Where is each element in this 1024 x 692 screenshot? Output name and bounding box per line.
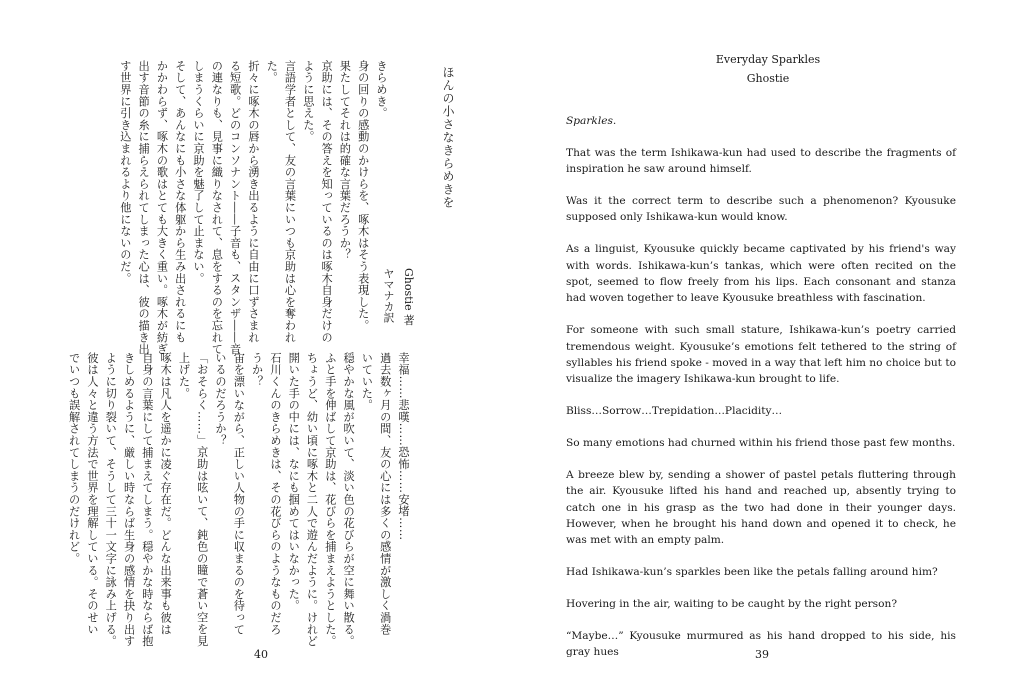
japanese-line: ように切り裂いて、そうして三十一文字に詠み上げる。 (104, 352, 118, 647)
japanese-line: 幸福……悲嘆……恐怖……安堵…… (397, 352, 410, 541)
paragraph: Bliss…Sorrow…Trepidation…Placidity… (566, 405, 783, 418)
paragraph: As a linguist, Kyousuke quickly became captivated by his friend's way with words. Ishikawa-kun’s tankas, which were often recited on the spot, seemed to flow freely from his lips. Each consonant and stanza had woven together to leave Kyousuke breathless with fascination. (566, 243, 956, 305)
japanese-line: 京助には、その答えを知っているのは啄木自身だけの (320, 60, 334, 344)
paragraph: “Maybe…” Kyousuke murmured as his hand dropped to his side, his gray hues (566, 629, 956, 659)
english-author: Ghostie (746, 72, 790, 85)
paragraph: For someone with such small stature, Ishikawa-kun’s poetry carried tremendous weight. Kyousuke’s emotions felt tethered to the string of syllables his friend spoke - moved in a way that left him no choice but to visualize the imagery Ishikawa-kun brought to life. (566, 324, 956, 386)
japanese-line: 果たしてそれは的確な言葉だろうか？ (338, 60, 352, 261)
japanese-line: 穏やかな風が吹いて、淡い色の花びらが空に舞い散る。 (342, 352, 356, 647)
japanese-title: ほんの小さなきらめきを (441, 66, 455, 209)
japanese-line: 出す音節の糸に捕らえられてしまった心は、彼の描き出 (137, 60, 151, 355)
japanese-line: きしめるように、厳しい時ならば生身の感情を抉り出す (122, 352, 136, 647)
paragraph: Sparkles. (566, 115, 617, 127)
japanese-line: いていた。 (360, 352, 374, 411)
japanese-line: そして、あんなにも小さな体躯から生み出されるにも (173, 60, 187, 344)
japanese-line: ふと手を伸ばして京助は、花びらを捕まえようとした。 (323, 352, 337, 647)
japanese-line: 「おそらく……」京助は呟いて、鈍色の瞳で蒼い空を見 (195, 352, 209, 647)
japanese-line: かかわらず、啄木の歌はとても大きく重い。啄木が紡ぎ (155, 60, 169, 355)
japanese-line: 過去数ヶ月の間、友の心には多くの感情が激しく渦巻 (378, 352, 392, 636)
japanese-translator: ヤマナカ訳 (382, 268, 395, 323)
japanese-line: しまうくらいに京助を魅了して止まない。 (192, 60, 206, 285)
page-number-right: 39 (755, 648, 769, 661)
japanese-line: 彼は人々と違う方法で世界を理解している。そのせい (85, 352, 99, 636)
english-title: Everyday Sparkles (715, 53, 821, 66)
japanese-line: の連なりも、見事に織りなされて、息をするのを忘れて (210, 60, 224, 355)
paragraph: A breeze blew by, sending a shower of pastel petals fluttering through the air. Kyousuke lifted his hand and reached up, absently trying to catch one in his grasp as the two had done in their younger days. However, when he brought his hand down and opened it to check, he was met with an empty palm. (566, 468, 956, 547)
paragraph: Was it the correct term to describe such a phenomenon? Kyousuke supposed only Ishikawa-kun would know. (566, 195, 956, 224)
japanese-line: す世界に引き込まれるより他にないのだ。 (118, 60, 132, 285)
paragraph: That was the term Ishikawa-kun had used to describe the fragments of inspiration he saw around himself. (566, 146, 956, 176)
japanese-line: た。 (265, 60, 279, 84)
japanese-line: でいつも誤解されてしまうのだけれど。 (67, 352, 81, 565)
japanese-line: 開いた手の中には、なにも掴めてはいなかった。 (287, 352, 301, 612)
japanese-line: きらめき。 (375, 60, 388, 119)
japanese-line: 啄木は凡人を遥かに凌ぐ存在だ。どんな出来事も彼は (159, 352, 173, 636)
english-title-block (512, 50, 1024, 88)
english-page (512, 0, 1024, 692)
paragraph: Had Ishikawa-kun’s sparkles been like the petals falling around him? (566, 566, 938, 579)
english-body (566, 113, 956, 676)
japanese-line: 上げた。 (177, 352, 191, 400)
japanese-line: 自身の言葉にして捕まえてしまう。穏やかな時ならば抱 (140, 352, 154, 647)
paragraph: So many emotions had churned within his friend those past few months. (566, 437, 956, 450)
japanese-line: 言語学者として、友の言葉にいつも京助は心を奪われ (283, 60, 297, 344)
japanese-line: 折々に啄木の唇から湧き出るように自由に口ずさまれ (246, 60, 260, 344)
page-number-left: 40 (254, 648, 268, 661)
japanese-line: ちょうど、幼い頃に啄木と二人で遊んだように。けれど (305, 352, 319, 647)
paragraph: Hovering in the air, waiting to be caught by the right person? (566, 598, 898, 611)
japanese-line: る短歌。どのコンソナント――子音も、スタンザ――音 (228, 60, 242, 355)
japanese-line: 宙を漂いながら、正しい人物の手に収まるのを待って (232, 352, 246, 636)
japanese-line: 身の回りの感動のかけらを、啄木はそう表現した。 (356, 60, 370, 332)
japanese-text-top (100, 60, 390, 355)
japanese-author: Ghostie 著 (402, 268, 415, 326)
japanese-text-bottom (67, 352, 412, 647)
japanese-line: 石川くんのきらめきは、その花びらのようなものだろ (268, 352, 282, 636)
japanese-line: ように思えた。 (301, 60, 315, 143)
japanese-line: うか？ (250, 352, 264, 388)
japanese-line: いるのだろうか？ (214, 352, 228, 447)
